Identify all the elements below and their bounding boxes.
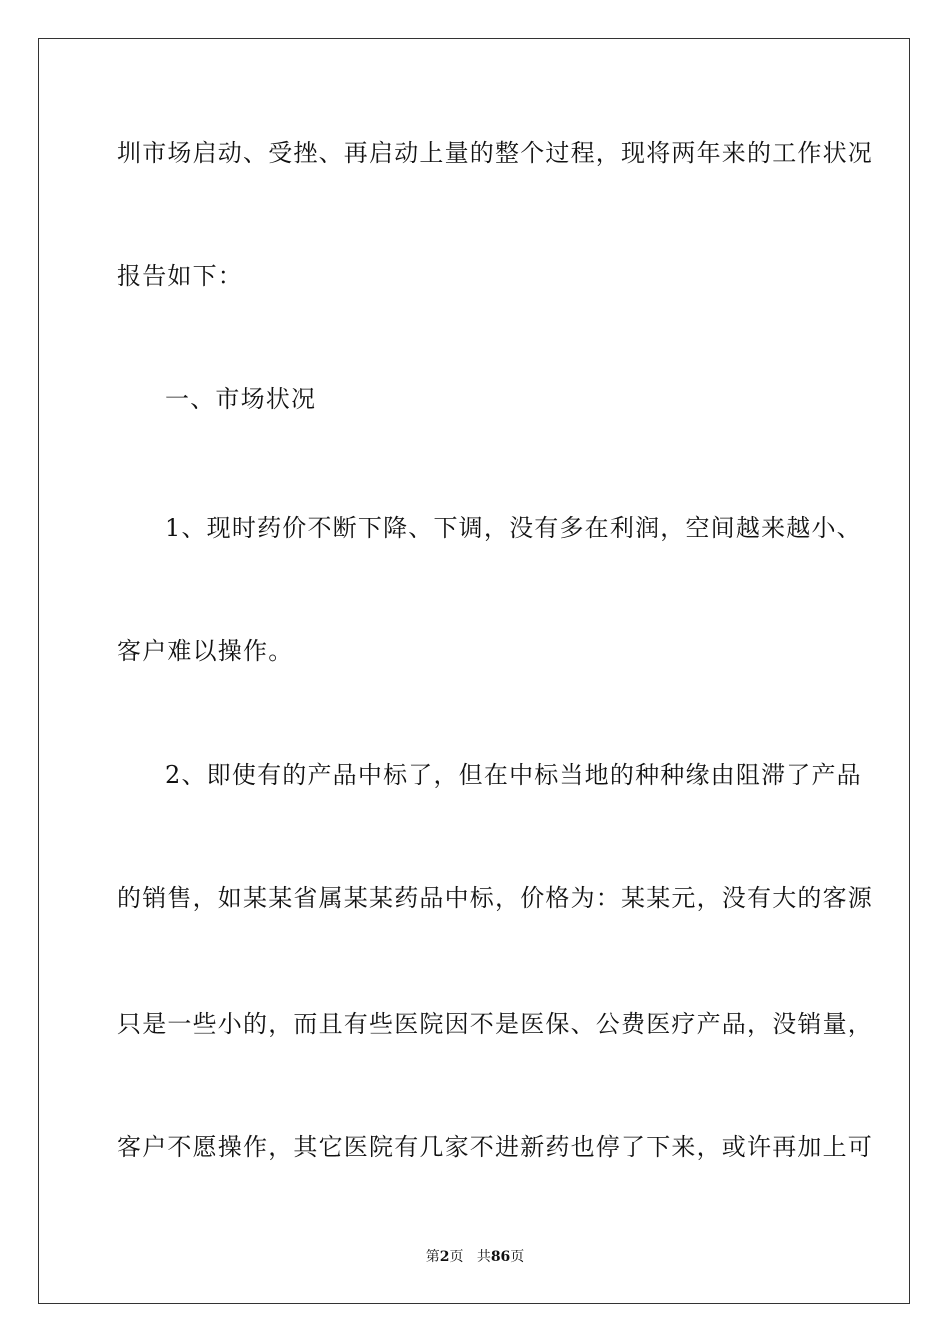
page-footer	[0, 1248, 950, 1266]
body-line-1: 圳市场启动、受挫、再启动上量的整个过程，现将两年来的工作状况	[117, 139, 873, 167]
page-border	[38, 38, 910, 1304]
body-line-4: 1、现时药价不断下降、下调，没有多在利润，空间越来越小、	[165, 514, 862, 542]
body-line-7: 的销售，如某某省属某某药品中标，价格为：某某元，没有大的客源	[117, 884, 873, 912]
body-line-9: 客户不愿操作，其它医院有几家不进新药也停了下来，或许再加上可	[117, 1133, 873, 1161]
total-suffix: 页	[510, 1249, 525, 1265]
page-prefix: 第	[425, 1249, 440, 1265]
page-number: 2	[439, 1249, 450, 1265]
body-line-6: 2、即使有的产品中标了，但在中标当地的种种缘由阻滞了产品	[165, 761, 862, 789]
body-line-5: 客户难以操作。	[117, 637, 294, 665]
page-suffix: 页	[449, 1249, 464, 1265]
body-line-2: 报告如下：	[117, 262, 243, 290]
body-line-8: 只是一些小的，而且有些医院因不是医保、公费医疗产品，没销量，	[117, 1010, 873, 1038]
section-heading: 一、市场状况	[165, 385, 317, 413]
total-pages: 86	[490, 1249, 511, 1265]
total-prefix: 共	[476, 1249, 491, 1265]
